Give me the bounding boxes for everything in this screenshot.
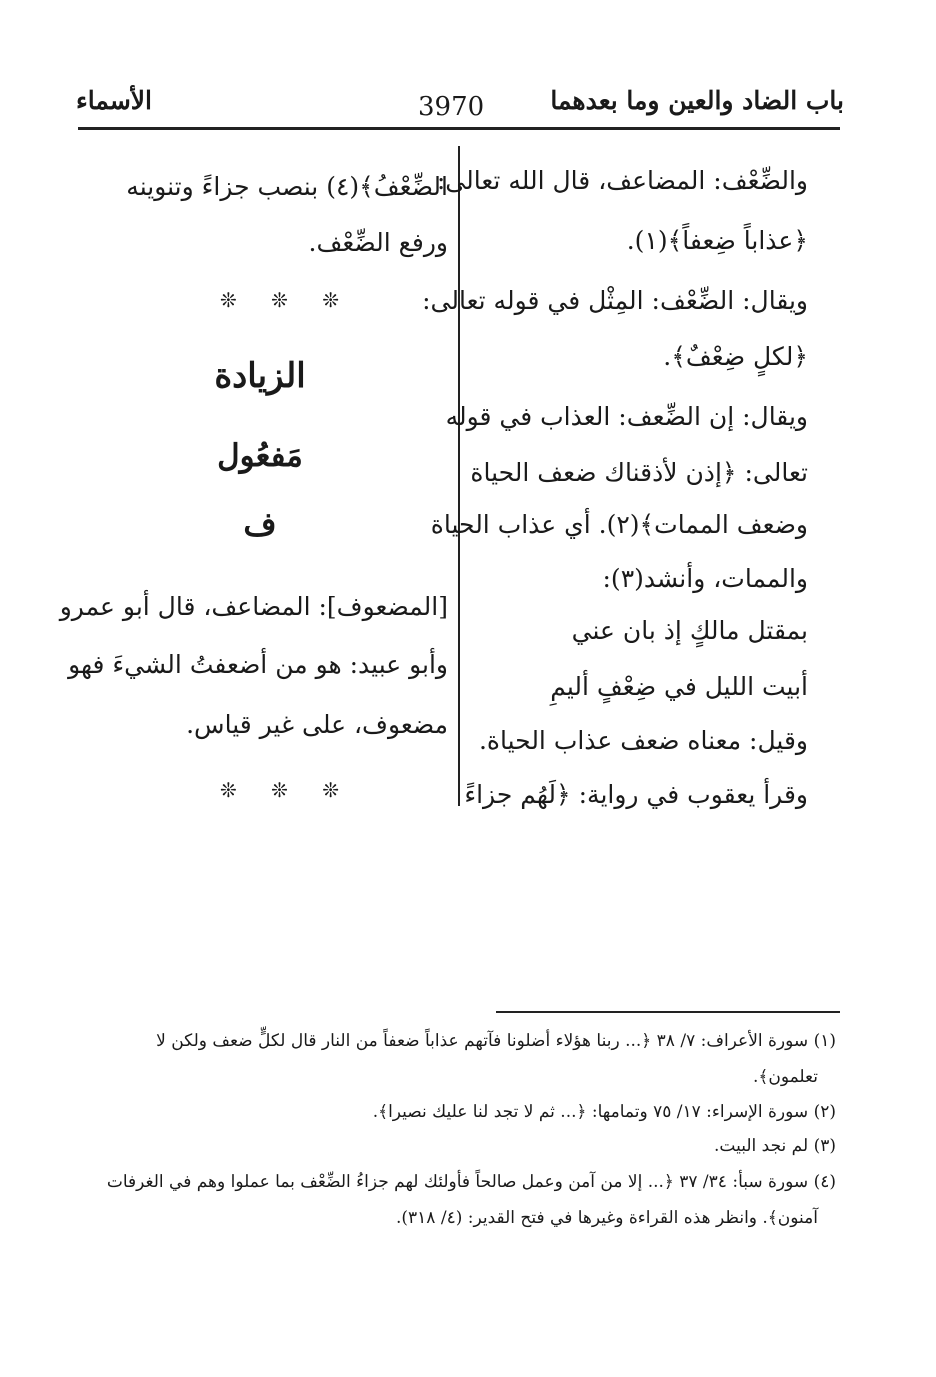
footnote-2: (٢) سورة الإسراء: ١٧/ ٧٥ وتمامها: ﴿... ثم لا تجد لنا عليك نصيرا﴾. [372, 1102, 836, 1122]
text-line: تعالى: ﴿إذن لأذقناك ضعف الحياة [470, 458, 808, 487]
text-line: ﴿عذاباً ضِعفاً﴾(١). [626, 226, 808, 255]
section-separator-stars: ❊ ❊ ❊ [220, 288, 353, 312]
text-line: وقيل: معناه ضعف عذاب الحياة. [478, 726, 808, 755]
text-line: ورفع الضِّعْف. [308, 228, 448, 257]
text-line: والممات، وأنشد(٣): [602, 564, 808, 593]
running-header-chapter: باب الضاد والعين وما بعدهما [550, 86, 844, 115]
footnote-4: (٤) سورة سبأ: ٣٤/ ٣٧ ﴿... إلا من آمن وعمل صالحاً فأولئك لهم جزاءُ الضِّعْف بما عملوا وهم في الغرفات [106, 1172, 836, 1192]
verse-line-2: أبيت الليل في ضِعْفٍ أليمِ [550, 672, 808, 701]
text-line: وقرأ يعقوب في رواية: ﴿لَهُم جزاءً [464, 780, 808, 809]
text-line: وأبو عبيد: هو من أضعفتُ الشيءَ فهو [68, 650, 448, 679]
text-line: ﴿لكلٍ ضِعْفٌ﴾. [663, 342, 808, 371]
column-divider [458, 146, 460, 806]
header-rule [78, 127, 840, 130]
text-line: الضِّعْفُ﴾(٤) بنصب جزاءً وتنوينه [126, 172, 448, 201]
footnote-1-cont: تعلمون﴾. [752, 1067, 818, 1087]
verse-line-1: بمقتل مالكٍ إذ بان عني [571, 616, 808, 645]
text-line: ويقال: إن الضِّعف: العذاب في قوله [445, 402, 808, 431]
section-separator-stars: ❊ ❊ ❊ [220, 778, 353, 802]
section-heading-zyada: الزيادة [214, 356, 306, 396]
text-line: وضعف الممات﴾(٢). أي عذاب الحياة [430, 510, 808, 539]
running-header-section: الأسماء [76, 86, 152, 115]
text-line: [المضعوف]: المضاعف، قال أبو عمرو [59, 592, 448, 621]
letter-heading: ف [243, 505, 277, 543]
text-line: ويقال: الضِّعْف: المِثْل في قوله تعالى: [422, 286, 808, 315]
pattern-heading: مَفعُول [217, 438, 303, 474]
footnote-1: (١) سورة الأعراف: ٧/ ٣٨ ﴿... ربنا هؤلاء أضلونا فآتهم عذاباً ضعفاً من النار قال لكلٍّ ضعف ولكن لا [156, 1031, 836, 1051]
text-line: والضِّعْف: المضاعف، قال الله تعالى: [436, 166, 808, 195]
text-line: مضعوف، على غير قياس. [186, 710, 448, 739]
page-number: 3970 [418, 92, 485, 122]
footnote-rule [496, 1011, 840, 1013]
footnote-3: (٣) لم نجد البيت. [713, 1136, 836, 1156]
footnote-4-cont: آمنون﴾. وانظر هذه القراءة وغيرها في فتح القدير: (٤/ ٣١٨). [395, 1208, 818, 1228]
